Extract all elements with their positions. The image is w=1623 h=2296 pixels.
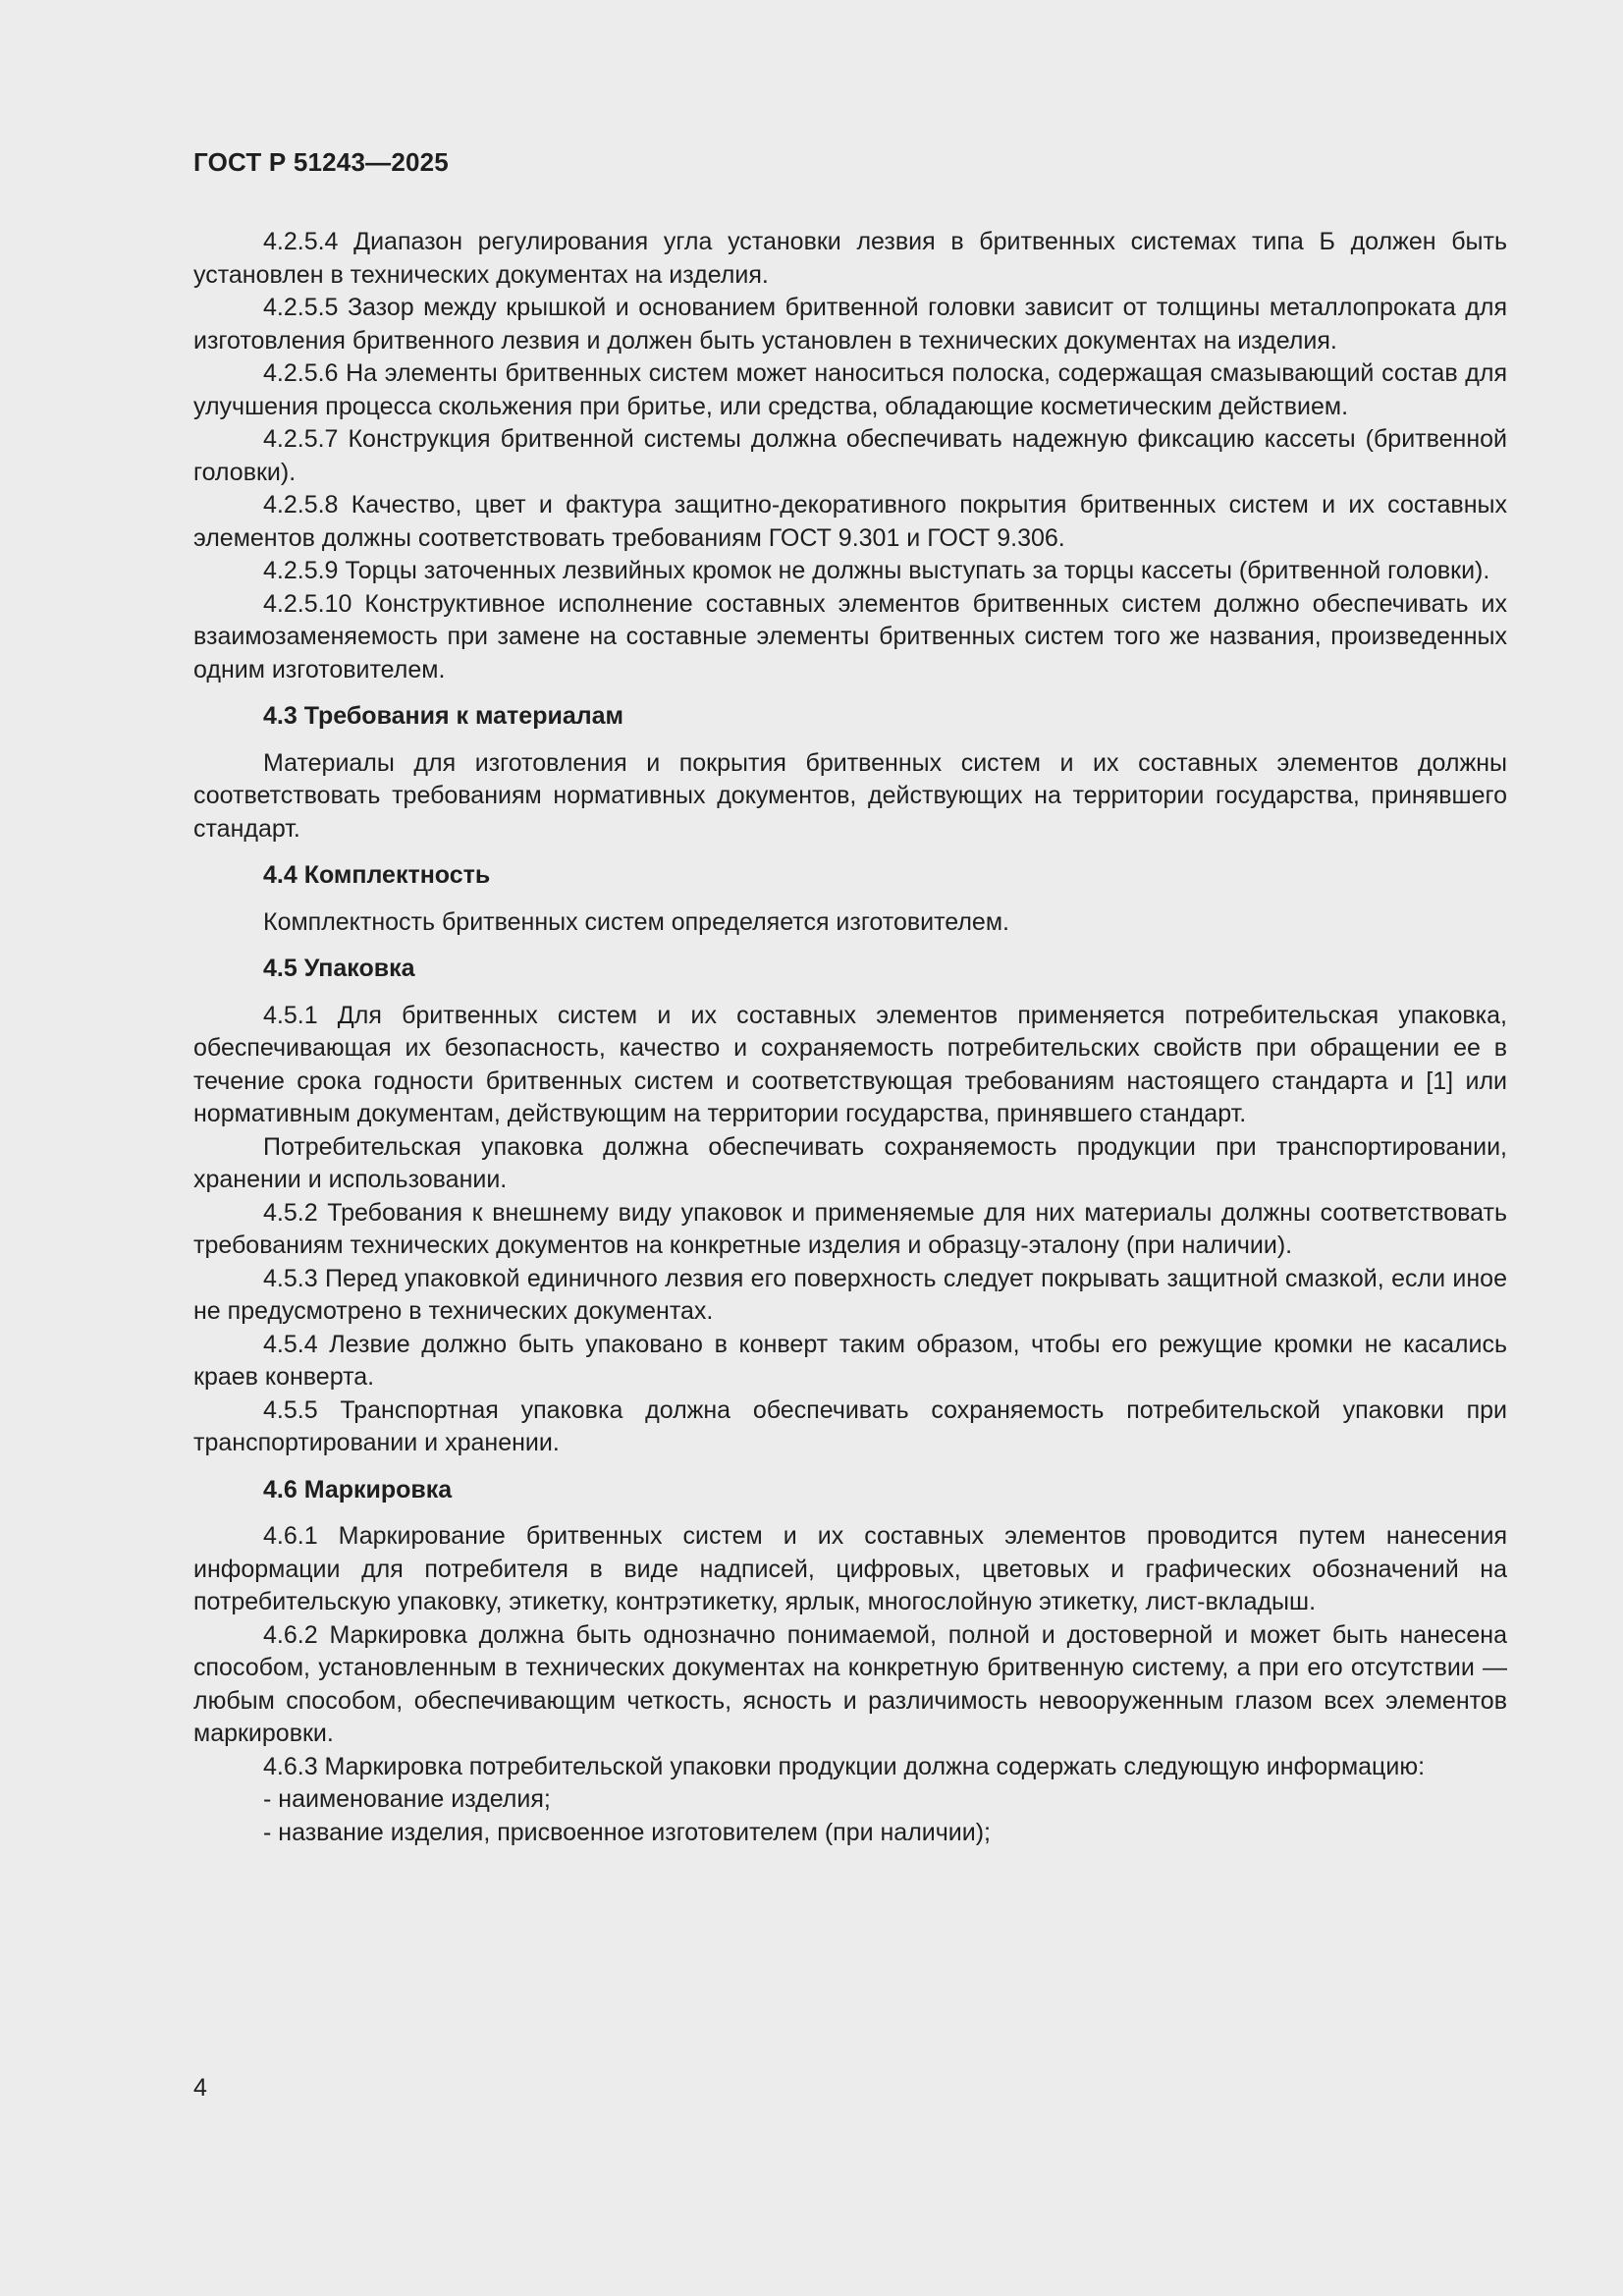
paragraph-4-2-5-4: 4.2.5.4 Диапазон регулирования угла установки лезвия в бритвенных системах типа Б должен быть установлен в технических документах на изделия. (193, 228, 1507, 289)
document-header: ГОСТ Р 51243—2025 (193, 147, 449, 177)
paragraph-4-6-3: 4.6.3 Маркировка потребительской упаковки продукции должна содержать следующую информацию: (263, 1752, 1426, 1780)
paragraph-4-2-5-6: 4.2.5.6 На элементы бритвенных систем может наноситься полоска, содержащая смазывающий состав для улучшения процесса скольжения при бритье, или средства, обладающие косметическим действием. (193, 359, 1507, 420)
paragraph-4-5-5: 4.5.5 Транспортная упаковка должна обеспечивать сохраняемость потребительской упаковки при транспортировании и хранении. (193, 1395, 1507, 1456)
section-heading-4-4: 4.4 Комплектность (263, 861, 491, 889)
paragraph-4-2-5-5: 4.2.5.5 Зазор между крышкой и основанием бритвенной головки зависит от толщины металлопроката для изготовления бритвенного лезвия и должен быть установлен в технических документах на изделия. (193, 294, 1507, 355)
paragraph-4-5-2: 4.5.2 Требования к внешнему виду упаковок и применяемые для них материалы должны соответствовать требованиям технических документов на конкретные изделия и образцу-эталону (при наличии). (193, 1198, 1507, 1259)
paragraph-4-2-5-10: 4.2.5.10 Конструктивное исполнение составных элементов бритвенных систем должно обеспечивать их взаимозаменяемость при замене на составные элементы бритвенных систем того же названия, произведенных одним изготовителем. (193, 589, 1507, 683)
paragraph-4-5-1-cont: Потребительская упаковка должна обеспечивать сохраняемость продукции при транспортировании, хранении и использовании. (193, 1132, 1507, 1193)
page-number: 4 (193, 2074, 207, 2102)
paragraph-4-3: Материалы для изготовления и покрытия бритвенных систем и их составных элементов должны соответствовать требованиям нормативных документов, действующих на территории государства, принявшего стандарт. (193, 748, 1507, 843)
paragraph-4-5-1: 4.5.1 Для бритвенных систем и их составных элементов применяется потребительская упаковка, обеспечивающая их безопасность, качество и сохраняемость потребительских свойств при обращении ее в течение срока годности бритвенных систем и соответствующая требованиям настоящего стандарта и [1] или нормативным документам, действующим на территории государства, принявшего стандарт. (193, 1001, 1507, 1127)
section-heading-4-5: 4.5 Упаковка (263, 955, 415, 982)
list-item: - название изделия, присвоенное изготовителем (при наличии); (263, 1818, 991, 1846)
paragraph-4-5-4: 4.5.4 Лезвие должно быть упаковано в конверт таким образом, чтобы его режущие кромки не касались краев конверта. (193, 1330, 1507, 1391)
paragraph-4-5-3: 4.5.3 Перед упаковкой единичного лезвия его поверхность следует покрывать защитной смазкой, если иное не предусмотрено в технических документах. (193, 1264, 1507, 1325)
section-heading-4-6: 4.6 Маркировка (263, 1475, 453, 1503)
paragraph-4-2-5-8: 4.2.5.8 Качество, цвет и фактура защитно-декоративного покрытия бритвенных систем и их составных элементов должны соответствовать требованиям ГОСТ 9.301 и ГОСТ 9.306. (193, 491, 1507, 552)
paragraph-4-2-5-9: 4.2.5.9 Торцы заточенных лезвийных кромок не должны выступать за торцы кассеты (бритвенной головки). (263, 557, 1490, 584)
paragraph-4-6-2: 4.6.2 Маркировка должна быть однозначно понимаемой, полной и достоверной и может быть нанесена способом, установленным в технических документах на конкретную бритвенную систему, а при его отсутствии — любым способом, обеспечивающим четкость, ясность и различимость невооруженным глазом всех элементов маркировки. (193, 1620, 1507, 1747)
section-heading-4-3: 4.3 Требования к материалам (263, 702, 624, 730)
page-body (193, 226, 1507, 1849)
list-item: - наименование изделия; (263, 1785, 551, 1813)
paragraph-4-6-1: 4.6.1 Маркирование бритвенных систем и их составных элементов проводится путем нанесения информации для потребителя в виде надписей, цифровых, цветовых и графических обозначений на потребительскую упаковку, этикетку, контрэтикетку, ярлык, многослойную этикетку, лист-вкладыш. (193, 1522, 1507, 1615)
paragraph-4-4: Комплектность бритвенных систем определяется изготовителем. (263, 907, 1009, 936)
paragraph-4-2-5-7: 4.2.5.7 Конструкция бритвенной системы должна обеспечивать надежную фиксацию кассеты (бритвенной головки). (193, 425, 1507, 486)
